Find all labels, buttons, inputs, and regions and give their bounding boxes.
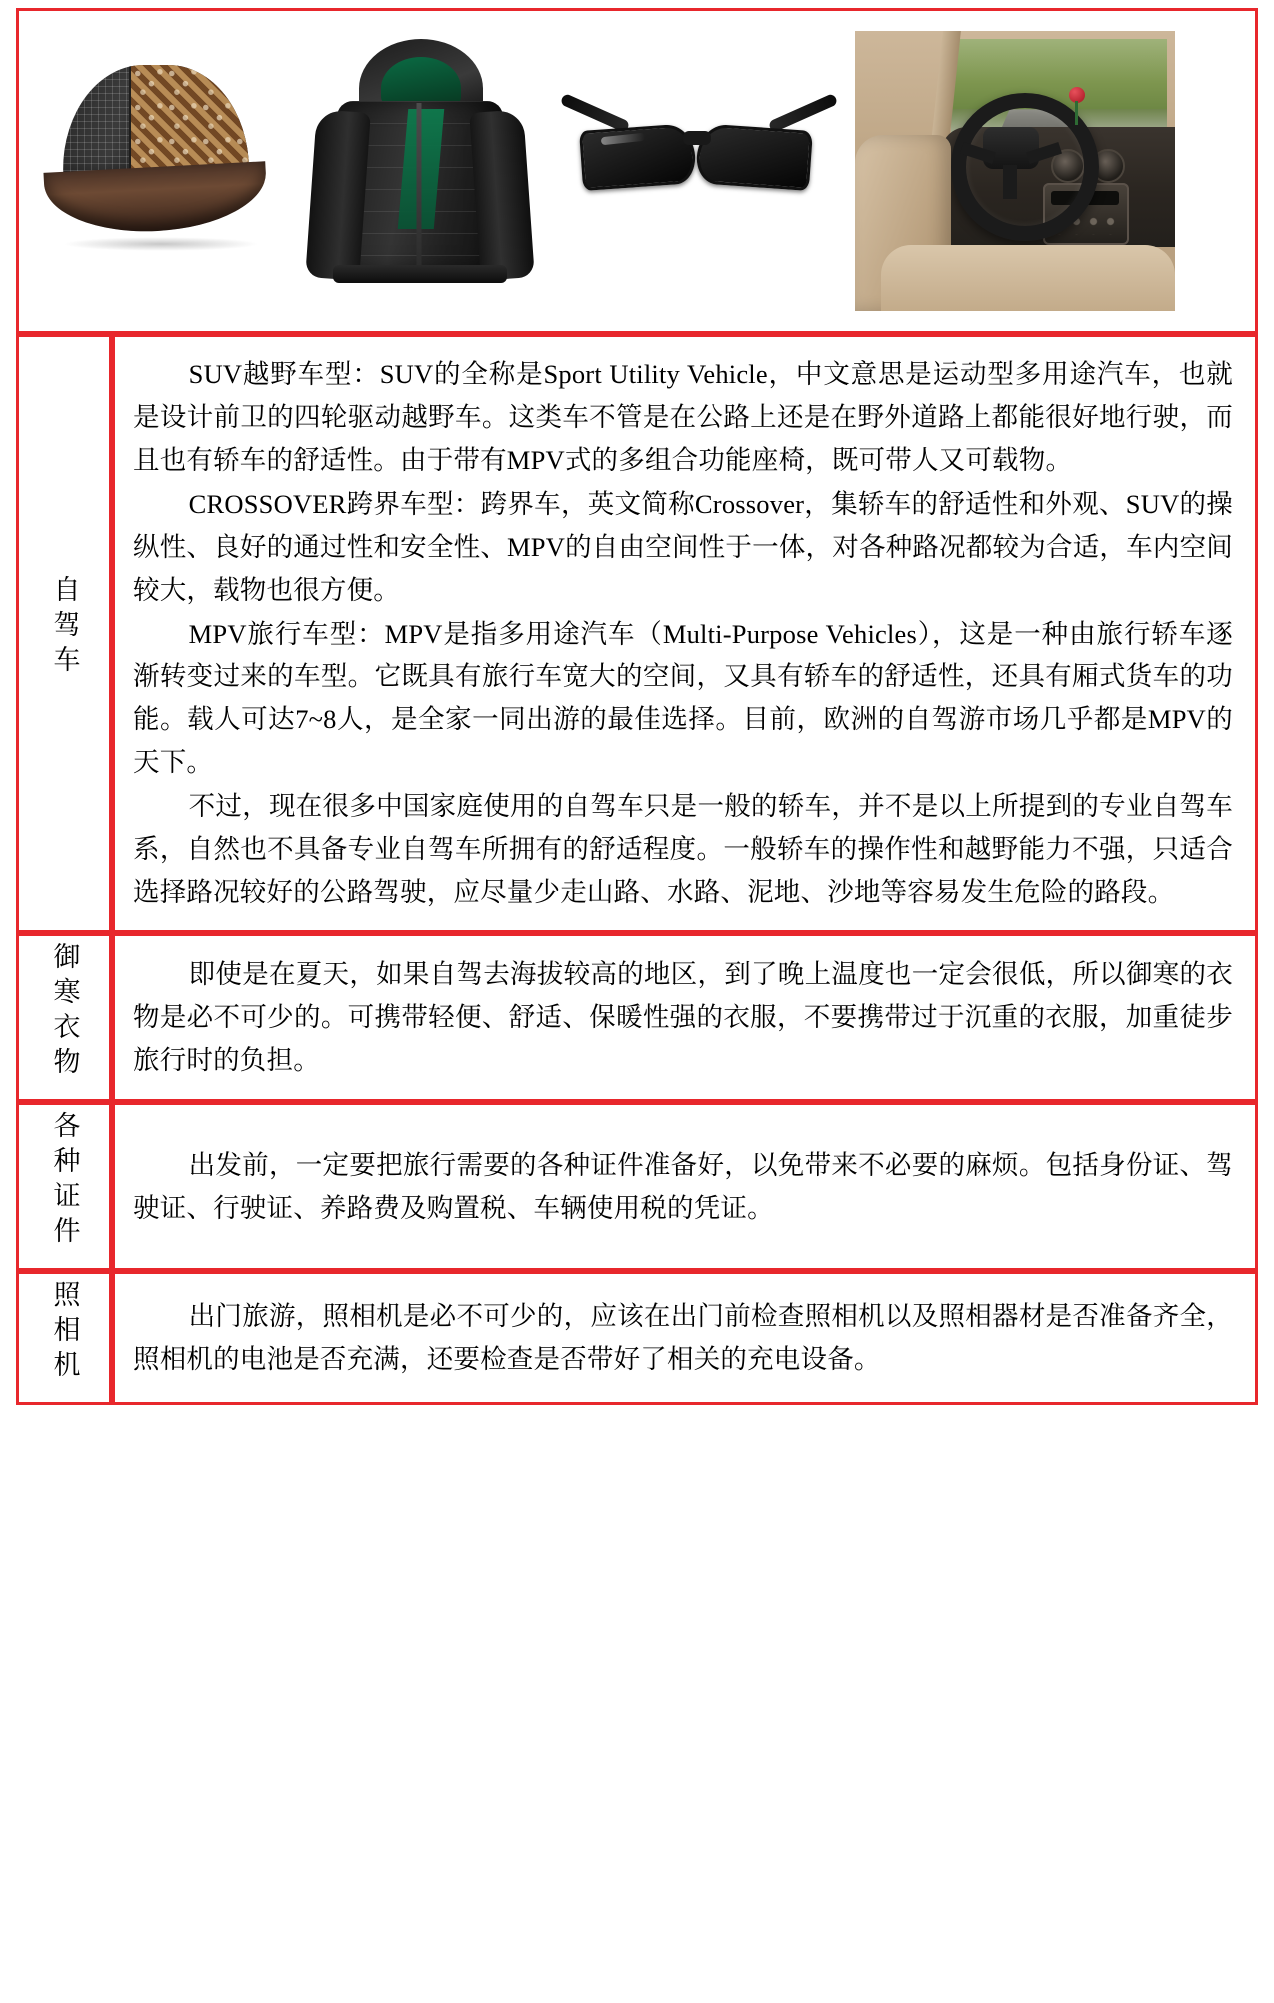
row-label-warm-clothing: [16, 933, 112, 1102]
row-body-camera: [112, 1271, 1258, 1405]
down-jacket-photo: [293, 31, 543, 311]
jacket-illustration: [307, 39, 531, 305]
cap-illustration: [37, 55, 275, 235]
cap-shadow: [63, 237, 259, 251]
table-row: [16, 334, 1258, 933]
table-row: [16, 1271, 1258, 1405]
jacket-hem: [333, 265, 507, 283]
table-row-images: [16, 8, 1258, 334]
car-interior-photo: [855, 31, 1175, 311]
table-row: [16, 1102, 1258, 1271]
paragraph: MPV旅行车型：MPV是指多用途汽车（Multi-Purpose Vehicles），这是一种由旅行轿车逐渐转变过来的车型。它既具有旅行车宽大的空间，又具有轿车的舒适性，还具有厢式货车的功能。载人可达7~8人，是全家一同出游的最佳选择。目前，欧洲的自驾游市场几乎都是MPV的天下。: [133, 618, 1233, 778]
row-body-documents: [112, 1102, 1258, 1271]
row-label-text: 自驾车: [49, 575, 80, 681]
paragraph: CROSSOVER跨界车型：跨界车，英文简称Crossover，集轿车的舒适性和外观、SUV的操纵性、良好的通过性和安全性、MPV的自由空间性于一体，对各种路况都较为合适，车内空间较大，载物也很方便。: [133, 488, 1233, 605]
row-label-documents: [16, 1102, 112, 1271]
jacket-zipper: [417, 103, 422, 271]
image-strip-cell: [16, 8, 1258, 334]
row-label-text: 照相机: [49, 1280, 80, 1386]
sunglasses-lens-right: [695, 123, 813, 191]
row-label-self-drive-car: [16, 334, 112, 933]
jacket-sleeve-right: [469, 109, 535, 280]
cap-brim: [43, 161, 268, 237]
paragraph: 不过，现在很多中国家庭使用的自驾车只是一般的轿车，并不是以上所提到的专业自驾车系，自然也不具备专业自驾车所拥有的舒适程度。一般轿车的操作性和越野能力不强，只适合选择路况较好的公路驾驶，应尽量少走山路、水路、泥地、沙地等容易发生危险的路段。: [133, 791, 1233, 908]
row-label-text: 御寒衣物: [49, 941, 80, 1082]
image-strip: [27, 31, 1247, 311]
paragraph: 出门旅游，照相机是必不可少的，应该在出门前检查照相机以及照相器材是否准备齐全，照相机的电池是否充满，还要检查是否带好了相关的充电设备。: [133, 1301, 1233, 1375]
sunglasses-photo: [549, 39, 849, 299]
content-table: [16, 8, 1258, 1405]
sunglasses-temple-left: [560, 93, 631, 133]
sunglasses-illustration: [557, 101, 841, 221]
paragraph: 出发前，一定要把旅行需要的各种证件准备好，以免带来不必要的麻烦。包括身份证、驾驶证、行驶证、养路费及购置税、车辆使用税的凭证。: [133, 1149, 1233, 1223]
cap-mesh-panel: [63, 65, 137, 181]
dashboard-flower: [1065, 87, 1087, 125]
table-row: [16, 933, 1258, 1102]
row-body-warm-clothing: [112, 933, 1258, 1102]
paragraph: 即使是在夏天，如果自驾去海拔较高的地区，到了晚上温度也一定会很低，所以御寒的衣物是必不可少的。可携带轻便、舒适、保暖性强的衣服，不要携带过于沉重的衣服，加重徒步旅行时的负担。: [133, 959, 1233, 1076]
row-label-camera: [16, 1271, 112, 1405]
row-body-self-drive-car: [112, 334, 1258, 933]
paragraph: SUV越野车型：SUV的全称是Sport Utility Vehicle，中文意思是运动型多用途汽车，也就是设计前卫的四轮驱动越野车。这类车不管是在公路上还是在野外道路上都能很好地行驶，而且也有轿车的舒适性。由于带有MPV式的多组合功能座椅，既可带人又可载物。: [133, 359, 1233, 475]
car-seat-bottom: [881, 245, 1175, 311]
steering-spoke-bottom: [1003, 165, 1017, 199]
sunglasses-temple-right: [768, 93, 839, 133]
car-interior-illustration: [855, 31, 1175, 311]
row-label-text: 各种证件: [49, 1111, 80, 1252]
baseball-cap-photo: [27, 31, 287, 311]
sunglasses-bridge: [683, 131, 711, 145]
